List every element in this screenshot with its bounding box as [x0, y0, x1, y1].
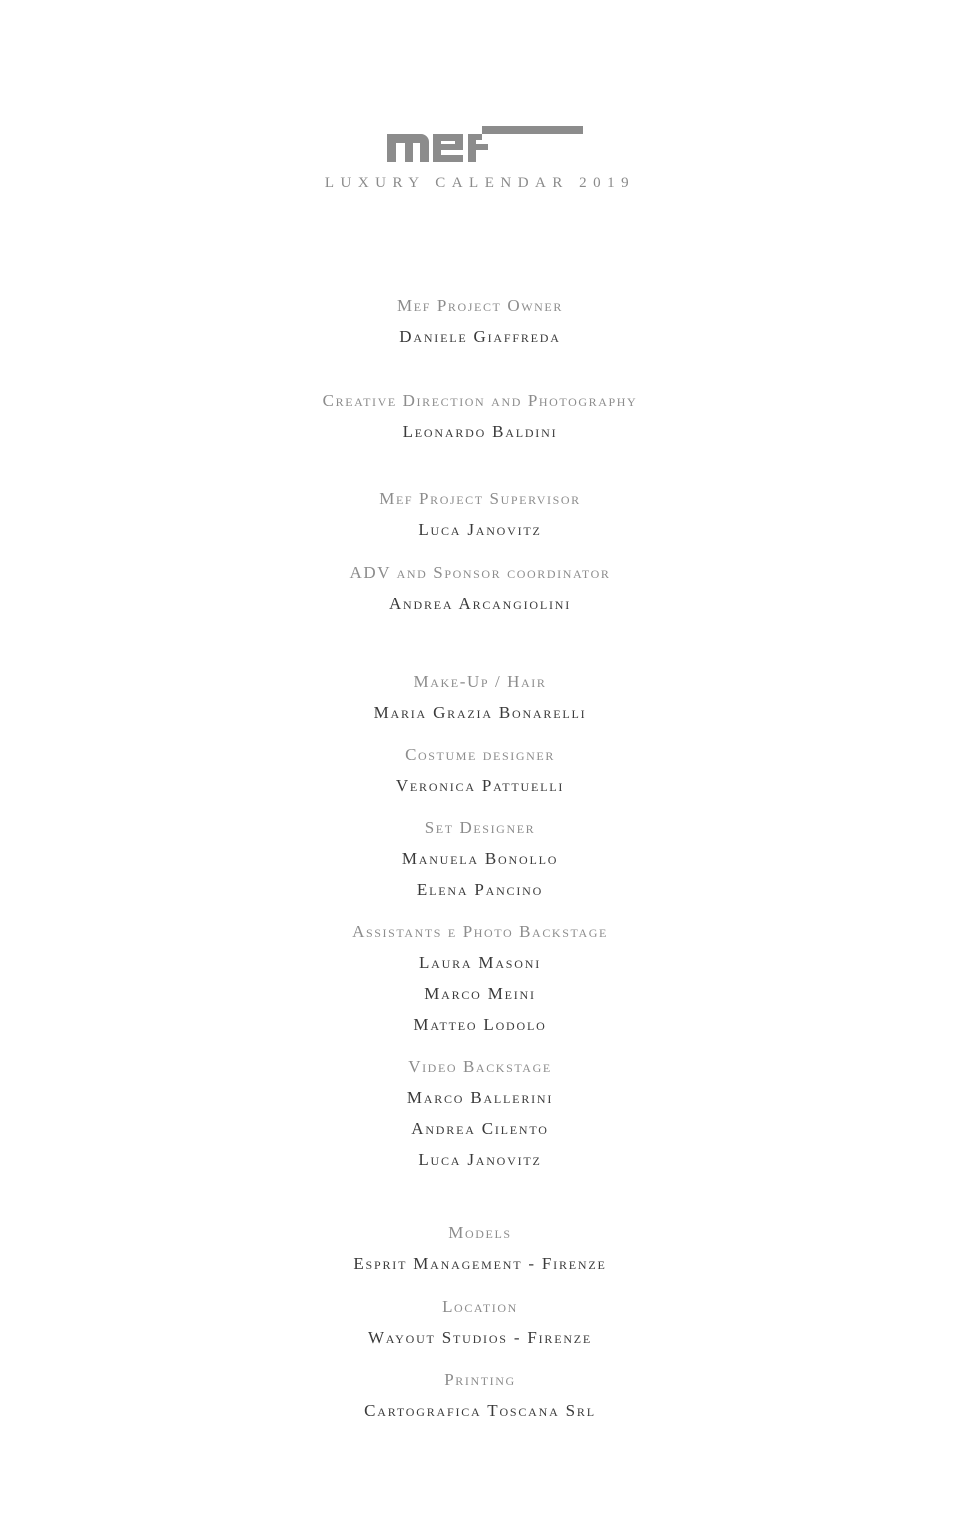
credit-name: Marco Meini — [424, 984, 536, 1003]
credit-role: ADV and Sponsor coordinator — [349, 563, 611, 582]
credit-name: Esprit Management - Firenze — [353, 1254, 607, 1273]
credit-role: Assistants e Photo Backstage — [352, 922, 608, 941]
mef-logo — [385, 124, 585, 164]
credit-name: Luca Janovitz — [418, 520, 542, 539]
credit-name: Leonardo Baldini — [402, 422, 558, 441]
credit-name: Luca Janovitz — [418, 1150, 542, 1169]
credit-role: Make-Up / Hair — [413, 672, 547, 691]
credit-role: Models — [448, 1223, 512, 1242]
credit-name: Maria Grazia Bonarelli — [373, 703, 587, 722]
credit-name: Matteo Lodolo — [413, 1015, 547, 1034]
credit-name: Laura Masoni — [418, 953, 542, 972]
credit-role: Video Backstage — [408, 1057, 552, 1076]
credit-name: Manuela Bonollo — [401, 849, 559, 868]
credit-name: Daniele Giaffreda — [399, 327, 561, 346]
credit-role: Mef Project Owner — [397, 296, 563, 315]
credit-name: Wayout Studios - Firenze — [367, 1328, 593, 1347]
credit-name: Andrea Arcangiolini — [388, 594, 572, 613]
credit-name: Cartografica Toscana Srl — [364, 1401, 596, 1420]
credit-role: Mef Project Supervisor — [379, 489, 581, 508]
credit-name: Veronica Pattuelli — [395, 776, 565, 795]
credit-role: Printing — [444, 1370, 516, 1389]
credit-role: Location — [442, 1297, 518, 1316]
credit-name: Elena Pancino — [416, 880, 544, 899]
credit-role: Costume designer — [405, 745, 555, 764]
credit-name: Andrea Cilento — [411, 1119, 549, 1138]
credit-name: Marco Ballerini — [406, 1088, 554, 1107]
calendar-subtitle: LUXURY CALENDAR 2019 — [324, 175, 636, 191]
credit-role: Creative Direction and Photography — [322, 391, 638, 410]
credit-role: Set Designer — [424, 818, 536, 837]
